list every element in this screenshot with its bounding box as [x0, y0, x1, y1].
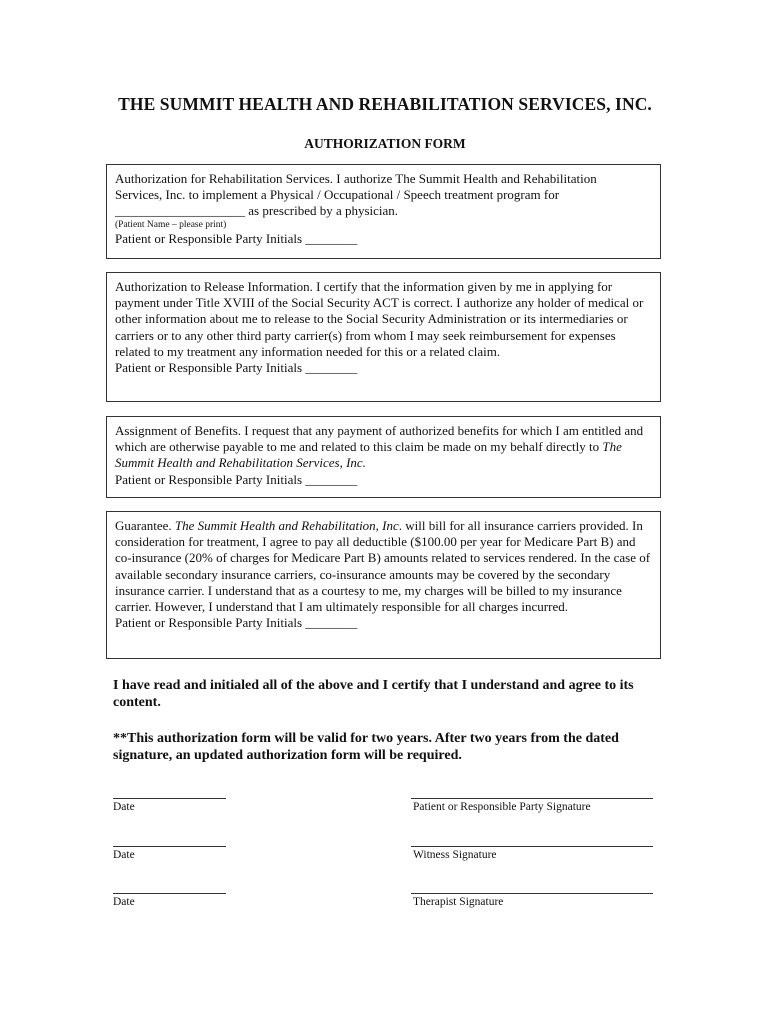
- therapist-signature-line[interactable]: [411, 893, 653, 894]
- rehab-line-1: Authorization for Rehabilitation Services. I authorize The Summit Health and Rehabilitation: [115, 171, 597, 186]
- date-line-1[interactable]: [113, 798, 226, 799]
- rehab-line-2: Services, Inc. to implement a Physical / Occupational / Speech treatment program for: [115, 187, 560, 203]
- certify-statement: I have read and initialed all of the above and I certify that I understand and agree to its content.: [113, 678, 634, 710]
- assignment-initials[interactable]: Patient or Responsible Party Initials ________: [115, 471, 358, 487]
- patient-signature-line[interactable]: [411, 798, 653, 799]
- date-label-1: Date: [113, 801, 135, 813]
- witness-signature-label: Witness Signature: [413, 849, 497, 861]
- assignment-company: The Summit Health and Rehabilitation Services, Inc.: [115, 439, 622, 471]
- validity-statement: **This authorization form will be valid for two years. After two years from the dated signature, an updated authorization form will be required.: [113, 731, 619, 763]
- rehab-line-3-text: as prescribed by a physician.: [245, 203, 399, 219]
- assignment-body: Assignment of Benefits. I request that any payment of authorized benefits for which I am entitled and which are otherwise payable to me and related to this claim be made on my behalf directly to: [115, 423, 644, 455]
- guarantee-initials[interactable]: Patient or Responsible Party Initials ________: [115, 615, 358, 631]
- rehab-line-3: [115, 203, 652, 219]
- assignment-text: [115, 423, 652, 472]
- page-title: THE SUMMIT HEALTH AND REHABILITATION SERVICES, INC.: [118, 94, 652, 114]
- release-text: Authorization to Release Information. I certify that the information given by me in applying for payment under Title XVIII of the Social Security ACT is correct. I authorize any holder of medical or other information about me to release to the Social Security Administration or its intermediaries or carriers or to any other third party carrier(s) from whom I may seek reimbursement for expenses related to my treatment any information needed for this or a related claim.: [115, 279, 644, 359]
- patient-name-blank[interactable]: ____________________: [115, 203, 245, 219]
- assignment-of-benefits-box: [106, 416, 661, 498]
- date-label-2: Date: [113, 849, 135, 861]
- release-initials[interactable]: Patient or Responsible Party Initials ________: [115, 360, 358, 376]
- date-line-3[interactable]: [113, 893, 226, 894]
- date-label-3: Date: [113, 896, 135, 908]
- patient-name-hint: (Patient Name – please print): [115, 219, 227, 230]
- witness-signature-line[interactable]: [411, 846, 653, 847]
- guarantee-text: [115, 518, 652, 615]
- therapist-signature-label: Therapist Signature: [413, 896, 504, 908]
- rehab-authorization-box: [106, 164, 661, 259]
- guarantee-lead: Guarantee.: [115, 518, 175, 533]
- guarantee-company: The Summit Health and Rehabilitation, Inc: [174, 518, 399, 533]
- patient-signature-label: Patient or Responsible Party Signature: [413, 801, 591, 813]
- rehab-initials[interactable]: Patient or Responsible Party Initials ________: [115, 230, 358, 246]
- guarantee-body: . will bill for all insurance carriers provided. In consideration for treatment, I agree to pay all deductible ($100.00 per year for Medicare Part B) and co-insurance (20% of charges for Medicare Part B) amounts related to services rendered. In the case of available secondary insurance carriers, co-insurance amounts may be covered by the secondary insurance carrier. I understand that as a courtesy to me, my charges will be billed to my insurance carrier. However, I understand that I am ultimately responsible for all charges incurred.: [115, 518, 651, 615]
- guarantee-box: [106, 511, 661, 659]
- release-information-box: [106, 272, 661, 402]
- date-line-2[interactable]: [113, 846, 226, 847]
- form-subtitle: AUTHORIZATION FORM: [304, 136, 466, 151]
